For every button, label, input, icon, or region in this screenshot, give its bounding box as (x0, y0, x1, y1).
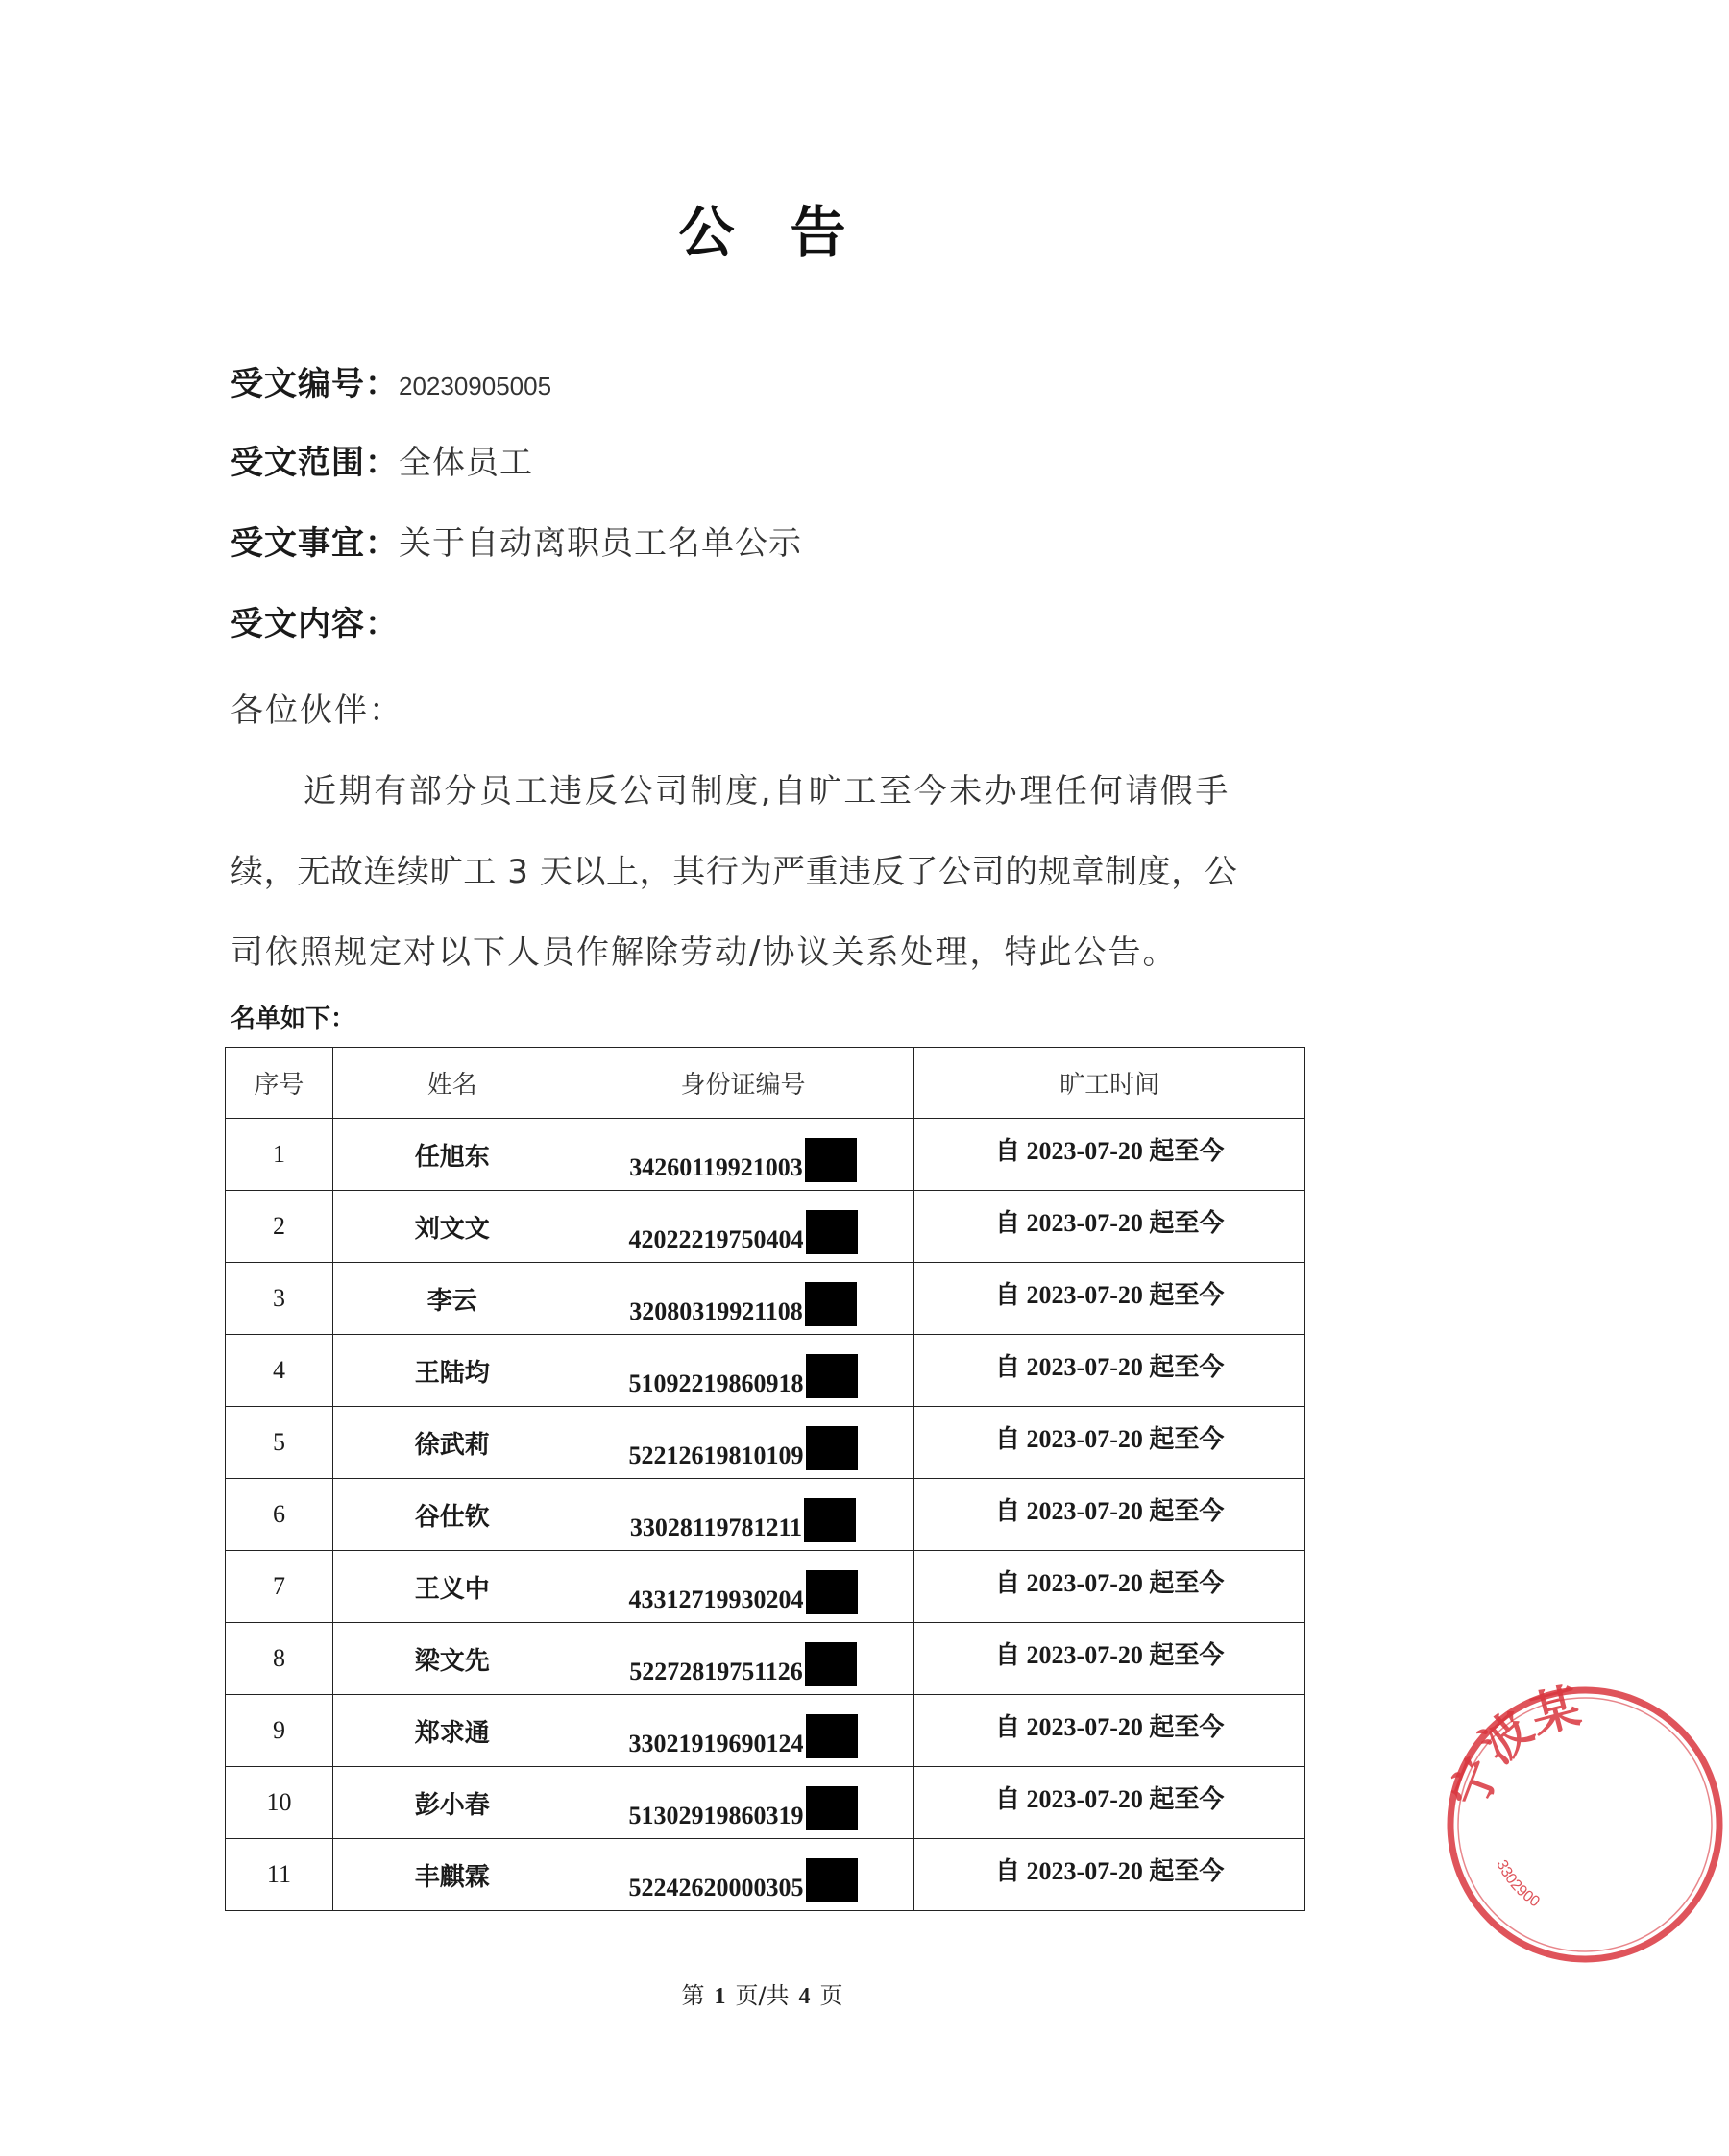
row-date: 2023-07-20 (1026, 1496, 1143, 1525)
table-row (226, 1767, 1305, 1839)
row-id-cell (572, 1119, 914, 1191)
row-time-prefix: 自 (995, 1568, 1021, 1598)
table-row (226, 1119, 1305, 1191)
footer-prefix: 第 (681, 1982, 705, 2009)
row-time-prefix: 自 (995, 1280, 1021, 1310)
redaction-block (806, 1858, 858, 1902)
redaction-block (806, 1354, 858, 1398)
table-row (226, 1551, 1305, 1623)
row-id-number: 51092219860918 (628, 1369, 804, 1397)
row-seq: 4 (226, 1335, 333, 1407)
row-id-cell (572, 1551, 914, 1623)
row-seq: 8 (226, 1623, 333, 1695)
paragraph-line-2: 续，无故连续旷工 3 天以上，其行为严重违反了公司的规章制度，公 (231, 853, 1238, 891)
row-id-cell (572, 1191, 914, 1263)
row-time-cell (914, 1551, 1305, 1623)
doc-number-label: 受文编号： (231, 365, 399, 403)
row-id-cell (572, 1623, 914, 1695)
row-date: 2023-07-20 (1026, 1424, 1143, 1453)
row-id-number: 34260119921003 (629, 1153, 803, 1181)
row-time-cell (914, 1479, 1305, 1551)
row-time-suffix: 起至今 (1149, 1712, 1225, 1742)
company-seal-icon (1441, 1681, 1729, 1969)
list-heading: 名单如下： (231, 1005, 356, 1033)
redaction-block (806, 1210, 858, 1254)
row-time-suffix: 起至今 (1149, 1280, 1225, 1310)
row-time-prefix: 自 (995, 1424, 1021, 1454)
row-id-cell (572, 1479, 914, 1551)
table-row (226, 1263, 1305, 1335)
seal-text: 宁波某 (1441, 1681, 1586, 1816)
greeting: 各位伙伴： (231, 691, 403, 730)
row-time-cell (914, 1407, 1305, 1479)
table-row (226, 1335, 1305, 1407)
row-id-number: 52272819751126 (629, 1658, 803, 1685)
row-time-suffix: 起至今 (1149, 1136, 1225, 1166)
row-time-cell (914, 1191, 1305, 1263)
redaction-block (806, 1570, 858, 1614)
content-label: 受文内容： (231, 605, 399, 643)
row-time-prefix: 自 (995, 1856, 1021, 1886)
row-id-number: 52242620000305 (628, 1874, 804, 1902)
row-time-cell (914, 1839, 1305, 1911)
scope-field (231, 444, 533, 482)
row-time-cell (914, 1767, 1305, 1839)
row-date: 2023-07-20 (1026, 1352, 1143, 1381)
row-date: 2023-07-20 (1026, 1856, 1143, 1885)
subject-label: 受文事宜： (231, 524, 399, 563)
footer-current-page: 1 (714, 1984, 726, 2009)
svg-text:3302900 (1493, 1857, 1542, 1910)
content-field (231, 605, 399, 643)
table-header-row (226, 1048, 1305, 1119)
row-name: 王陆均 (332, 1335, 572, 1407)
row-time-cell (914, 1695, 1305, 1767)
table-body (226, 1119, 1305, 1911)
table-row (226, 1695, 1305, 1767)
row-time-suffix: 起至今 (1149, 1856, 1225, 1886)
table-row (226, 1839, 1305, 1911)
subject-value: 关于自动离职员工名单公示 (399, 524, 802, 563)
row-id-number: 32080319921108 (629, 1297, 803, 1325)
redaction-block (804, 1498, 856, 1542)
seal-number: 3302900 (1493, 1857, 1543, 1911)
row-name: 徐武莉 (332, 1407, 572, 1479)
table-row (226, 1623, 1305, 1695)
doc-number-value: 20230905005 (399, 372, 552, 400)
row-name: 彭小春 (332, 1767, 572, 1839)
row-seq: 5 (226, 1407, 333, 1479)
table-row (226, 1191, 1305, 1263)
row-id-cell (572, 1695, 914, 1767)
row-id-cell (572, 1263, 914, 1335)
page-footer (0, 1976, 1524, 2010)
row-id-cell (572, 1407, 914, 1479)
row-date: 2023-07-20 (1026, 1136, 1143, 1165)
row-time-suffix: 起至今 (1149, 1208, 1225, 1238)
footer-total-pages: 4 (798, 1984, 811, 2009)
row-time-prefix: 自 (995, 1136, 1021, 1166)
table-row (226, 1479, 1305, 1551)
row-name: 任旭东 (332, 1119, 572, 1191)
row-date: 2023-07-20 (1026, 1712, 1143, 1741)
row-id-cell (572, 1335, 914, 1407)
row-name: 刘文文 (332, 1191, 572, 1263)
row-name: 谷仕钦 (332, 1479, 572, 1551)
row-time-cell (914, 1119, 1305, 1191)
doc-number-field (231, 365, 551, 405)
row-id-number: 33021919690124 (628, 1730, 804, 1757)
page-title: 公告 (678, 200, 902, 265)
header-time: 旷工时间 (914, 1048, 1305, 1119)
row-time-prefix: 自 (995, 1208, 1021, 1238)
row-seq: 3 (226, 1263, 333, 1335)
row-name: 丰麒霖 (332, 1839, 572, 1911)
scope-label: 受文范围： (231, 444, 399, 482)
row-seq: 6 (226, 1479, 333, 1551)
dismissal-table (225, 1047, 1305, 1911)
redaction-block (806, 1426, 858, 1470)
row-name: 郑求通 (332, 1695, 572, 1767)
footer-suffix: 页 (819, 1982, 843, 2009)
row-time-cell (914, 1623, 1305, 1695)
row-date: 2023-07-20 (1026, 1784, 1143, 1813)
scope-value: 全体员工 (399, 444, 533, 482)
header-seq: 序号 (226, 1048, 333, 1119)
row-time-prefix: 自 (995, 1640, 1021, 1670)
paragraph-line-1: 近期有部分员工违反公司制度,自旷工至今未办理任何请假手 (304, 772, 1231, 811)
row-id-number: 51302919860319 (628, 1802, 804, 1829)
redaction-block (805, 1138, 857, 1182)
row-id-cell (572, 1767, 914, 1839)
table-row (226, 1407, 1305, 1479)
row-date: 2023-07-20 (1026, 1280, 1143, 1309)
row-time-prefix: 自 (995, 1496, 1021, 1526)
row-time-suffix: 起至今 (1149, 1568, 1225, 1598)
svg-text:宁波某 (1441, 1681, 1586, 1815)
row-time-prefix: 自 (995, 1712, 1021, 1742)
row-name: 李云 (332, 1263, 572, 1335)
header-name: 姓名 (332, 1048, 572, 1119)
row-time-suffix: 起至今 (1149, 1352, 1225, 1382)
row-id-number: 43312719930204 (628, 1586, 804, 1613)
paragraph-line-3: 司依照规定对以下人员作解除劳动/协议关系处理，特此公告。 (231, 933, 1178, 972)
row-date: 2023-07-20 (1026, 1640, 1143, 1669)
row-seq: 10 (226, 1767, 333, 1839)
header-id: 身份证编号 (572, 1048, 914, 1119)
row-seq: 11 (226, 1839, 333, 1911)
row-id-number: 33028119781211 (629, 1514, 803, 1541)
redaction-block (806, 1714, 858, 1758)
redaction-block (805, 1282, 857, 1326)
redaction-block (806, 1786, 858, 1830)
row-seq: 9 (226, 1695, 333, 1767)
row-seq: 7 (226, 1551, 333, 1623)
subject-field (231, 524, 802, 563)
row-date: 2023-07-20 (1026, 1208, 1143, 1237)
row-date: 2023-07-20 (1026, 1568, 1143, 1597)
row-time-suffix: 起至今 (1149, 1424, 1225, 1454)
row-name: 王义中 (332, 1551, 572, 1623)
row-id-number: 42022219750404 (628, 1225, 804, 1253)
row-time-prefix: 自 (995, 1784, 1021, 1814)
row-time-cell (914, 1335, 1305, 1407)
row-seq: 1 (226, 1119, 333, 1191)
row-time-suffix: 起至今 (1149, 1640, 1225, 1670)
row-time-prefix: 自 (995, 1352, 1021, 1382)
row-name: 梁文先 (332, 1623, 572, 1695)
footer-mid: 页/共 (735, 1982, 790, 2009)
row-id-cell (572, 1839, 914, 1911)
row-id-number: 52212619810109 (628, 1441, 804, 1469)
row-time-suffix: 起至今 (1149, 1784, 1225, 1814)
row-time-suffix: 起至今 (1149, 1496, 1225, 1526)
row-seq: 2 (226, 1191, 333, 1263)
redaction-block (805, 1642, 857, 1686)
row-time-cell (914, 1263, 1305, 1335)
